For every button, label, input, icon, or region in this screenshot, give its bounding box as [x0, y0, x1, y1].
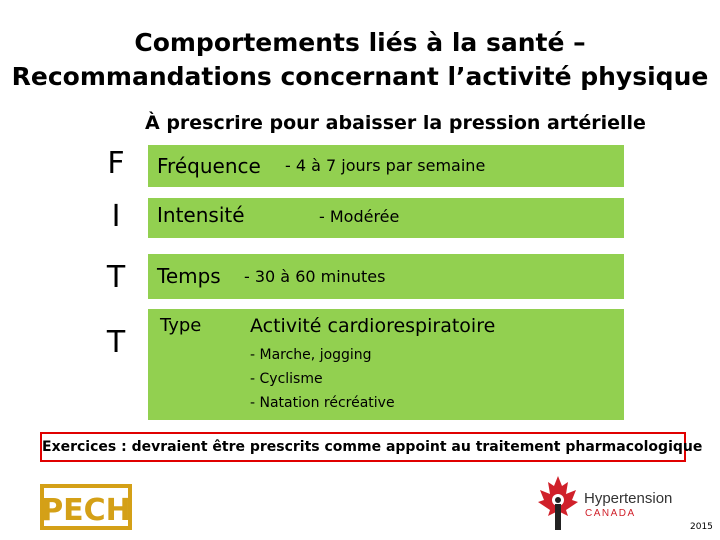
type-label: Type: [160, 315, 202, 336]
time-bar: [148, 254, 624, 299]
letter-t-type: T: [106, 325, 126, 360]
title-line-1: Comportements liés à la santé –: [134, 28, 586, 57]
type-bar: [148, 309, 624, 420]
letter-t-temps: T: [106, 260, 126, 295]
time-label: Temps: [157, 264, 221, 288]
letter-i: I: [111, 199, 121, 234]
title-line-2: Recommandations concernant l’activité physique: [11, 62, 709, 91]
list-item: - Natation récréative: [250, 395, 395, 411]
maple-leaf-icon: [538, 476, 578, 530]
letter-f: F: [107, 146, 125, 181]
intensity-value: - Modérée: [319, 207, 400, 226]
hc-logo-line2: CANADA: [585, 508, 636, 519]
hc-logo-line1: Hypertension: [584, 490, 673, 507]
frequency-label: Fréquence: [157, 154, 261, 178]
frequency-value: - 4 à 7 jours par semaine: [285, 156, 486, 175]
subtitle: À prescrire pour abaisser la pression artérielle: [145, 112, 646, 134]
type-activity-list: [250, 343, 395, 415]
exercise-note: Exercices : devraient être prescrits comme appoint au traitement pharmacologique: [40, 432, 686, 462]
list-item: - Marche, jogging: [250, 347, 372, 363]
intensity-label: Intensité: [157, 203, 245, 227]
frequency-bar: [148, 145, 624, 187]
time-value: - 30 à 60 minutes: [244, 267, 386, 286]
type-value: Activité cardiorespiratoire: [250, 315, 496, 337]
intensity-bar: [148, 198, 624, 238]
pech-logo: [40, 484, 132, 530]
pech-logo-text: PECH: [41, 493, 131, 528]
list-item: - Cyclisme: [250, 371, 323, 387]
hypertension-canada-logo: [530, 472, 700, 532]
year-label: 2015: [690, 522, 713, 532]
